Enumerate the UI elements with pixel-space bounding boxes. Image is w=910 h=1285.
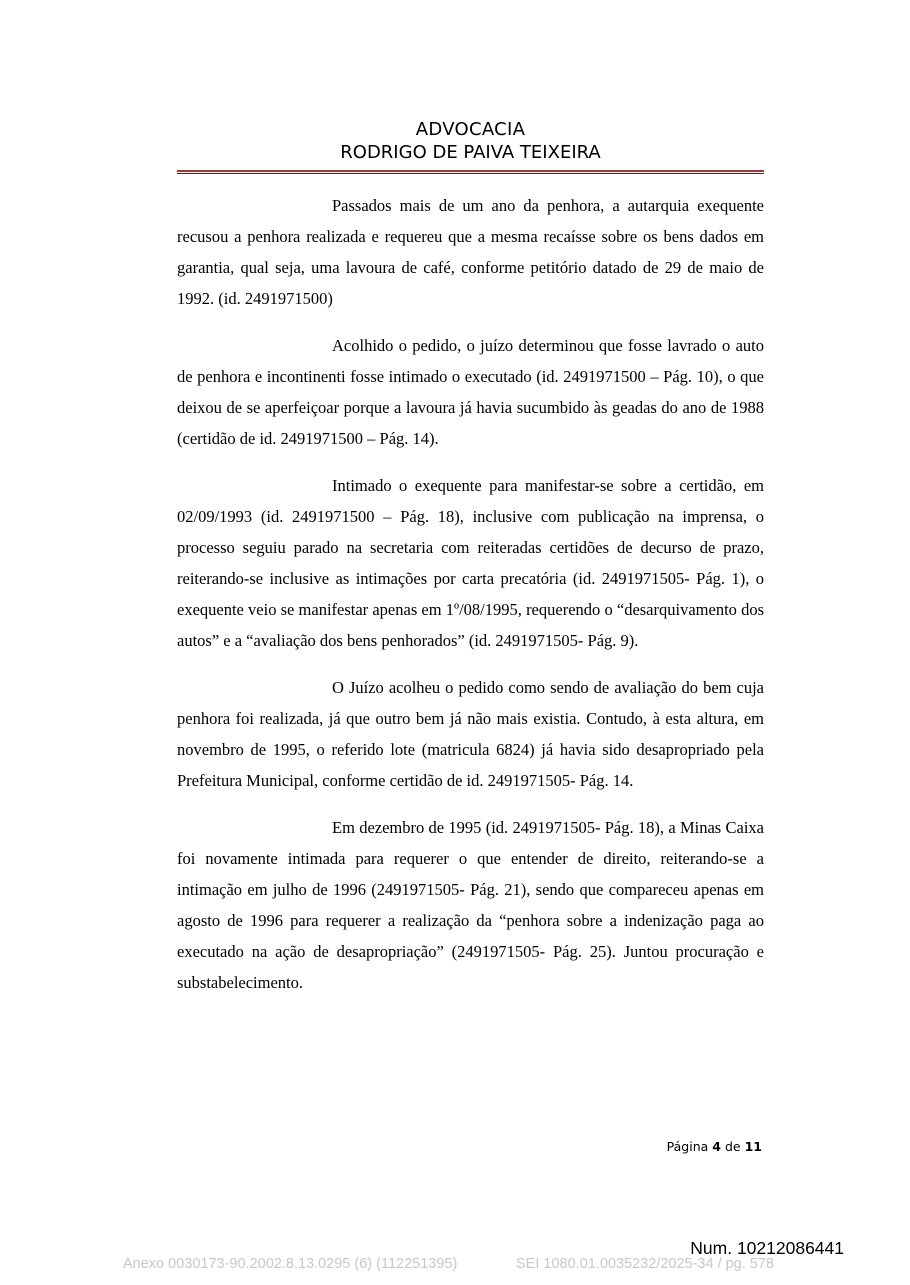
letterhead	[177, 118, 764, 164]
document-body	[177, 190, 764, 1014]
annex-stamp: Anexo 0030173-90.2002.8.13.0295 (6) (112251395)	[123, 1256, 458, 1272]
sei-stamp: SEI 1080.01.0035232/2025-34 / pg. 578	[516, 1256, 774, 1272]
paragraph: O Juízo acolheu o pedido como sendo de avaliação do bem cuja penhora foi realizada, já que outro bem já não mais existia. Contudo, à esta altura, em novembro de 1995, o referido lote (matricula 6824) já havia sido desapropriado pela Prefeitura Municipal, conforme certidão de id. 2491971505- Pág. 14.	[177, 678, 764, 790]
paragraph: Intimado o exequente para manifestar-se sobre a certidão, em 02/09/1993 (id. 2491971500 – Pág. 18), inclusive com publicação na imprensa, o processo seguiu parado na secretaria com reiteradas certidões de decurso de prazo, reiterando-se inclusive as intimações por carta precatória (id. 2491971505- Pág. 1), o exequente veio se manifestar apenas em 1º/08/1995, requerendo o “desarquivamento dos autos” e a “avaliação dos bens penhorados” (id. 2491971505- Pág. 9).	[177, 476, 764, 650]
page-current: 4	[712, 1139, 721, 1154]
letterhead-title: ADVOCACIA	[415, 119, 526, 140]
document-number: Num. 10212086441	[690, 1238, 844, 1258]
paragraph: Acolhido o pedido, o juízo determinou que fosse lavrado o auto de penhora e incontinenti fosse intimado o executado (id. 2491971500 – Pág. 10), o que deixou de se aperfeiçoar porque a lavoura já havia sucumbido às geadas do ano de 1988 (certidão de id. 2491971500 – Pág. 14).	[177, 336, 764, 448]
page-total: 11	[744, 1139, 762, 1154]
page-of: de	[724, 1139, 741, 1154]
paragraph: Passados mais de um ano da penhora, a autarquia exequente recusou a penhora realizada e requereu que a mesma recaísse sobre os bens dados em garantia, qual seja, uma lavoura de café, conforme petitório datado de 29 de maio de 1992. (id. 2491971500)	[177, 196, 764, 308]
letterhead-rule-thin	[177, 173, 764, 174]
paragraph: Em dezembro de 1995 (id. 2491971505- Pág. 18), a Minas Caixa foi novamente intimada para requerer o que entender de direito, reiterando-se a intimação em julho de 1996 (2491971505- Pág. 21), sendo que compareceu apenas em agosto de 1996 para requerer a realização da “penhora sobre a indenização paga ao executado na ação de desapropriação” (2491971505- Pág. 25). Juntou procuração e substabelecimento.	[177, 818, 764, 992]
letterhead-rule	[177, 170, 764, 172]
letterhead-name: RODRIGO DE PAIVA TEIXEIRA	[340, 142, 601, 163]
page-prefix: Página	[666, 1139, 709, 1154]
page-number	[667, 1139, 762, 1154]
